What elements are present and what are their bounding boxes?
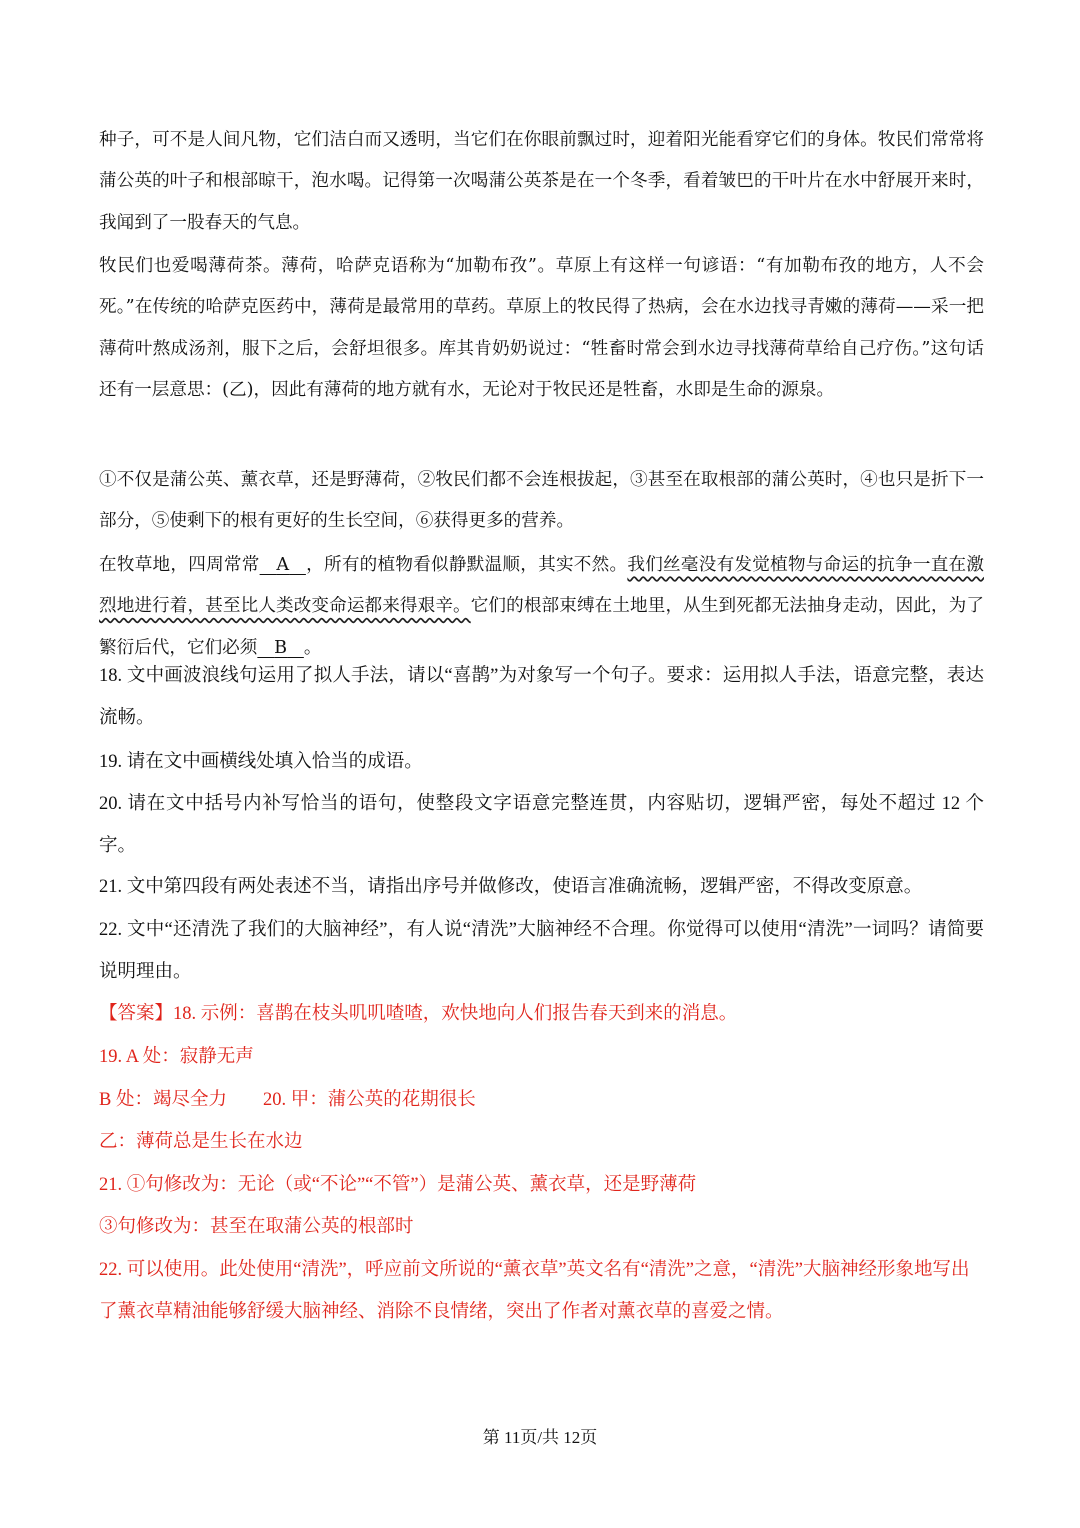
p4-text-c: 它们的根部束缚在土地里，从生到死都无法抽身走动，因此，为了繁衍后代，它们必须	[99, 596, 984, 658]
answer-18: 【答案】18. 示例：喜鹊在枝头叽叽喳喳，欢快地向人们报告春天到来的消息。	[99, 1004, 738, 1024]
question-20: 20. 请在文中括号内补写恰当的语句，使整段文字语意完整连贯，内容贴切，逻辑严密，每处不超过 12 个字。	[99, 794, 984, 856]
passage-paragraph-2: 牧民们也爱喝薄荷茶。薄荷，哈萨克语称为“加勒布孜”。草原上有这样一句谚语：“有加勒布孜的地方，人不会死。”在传统的哈萨克医药中，薄荷是最常用的草药。草原上的牧民得了热病，会在水边找寻青嫩的薄荷——采一把薄荷叶熬成汤剂，服下之后，会舒坦很多。库其肯奶奶说过：“牲畜时常会到水边寻找薄荷草给自己疗伤。”这句话还有一层意思：(乙)，因此有薄荷的地方就有水，无论对于牧民还是牲畜，水即是生命的源泉。	[99, 255, 984, 401]
answer-20b: 乙：薄荷总是生长在水边	[99, 1132, 303, 1152]
answer-21b: ③句修改为：甚至在取蒲公英的根部时	[99, 1217, 414, 1237]
page-footer: 第 11页/共 12页	[482, 1428, 598, 1447]
answer-22: 22. 可以使用。此处使用“清洗”，呼应前文所说的“薰衣草”英文名有“清洗”之意，“清洗”大脑神经形象地写出了薰衣草精油能够舒缓大脑神经、消除不良情绪，突出了作者对薰衣草的喜爱之情。	[99, 1260, 970, 1322]
passage-paragraph-3: ①不仅是蒲公英、薰衣草，还是野薄荷，②牧民们都不会连根拔起，③甚至在取根部的蒲公英时，④也只是折下一部分，⑤使剩下的根有更好的生长空间，⑥获得更多的营养。	[99, 469, 984, 532]
answer-19b: B 处：竭尽全力	[99, 1090, 227, 1110]
blank-a: A	[276, 554, 290, 575]
question-19: 19. 请在文中画横线处填入恰当的成语。	[99, 752, 423, 772]
question-22: 22. 文中“还清洗了我们的大脑神经”，有人说“清洗”大脑神经不合理。你觉得可以使用“清洗”一词吗？请简要说明理由。	[99, 920, 984, 982]
answer-21: 21. ①句修改为：无论（或“不论”“不管”）是蒲公英、薰衣草，还是野薄荷	[99, 1175, 697, 1195]
question-18: 18. 文中画波浪线句运用了拟人手法，请以“喜鹊”为对象写一个句子。要求：运用拟人手法，语意完整，表达流畅。	[99, 666, 984, 728]
blank-b: B	[274, 637, 288, 658]
passage-paragraph-4: 在牧草地，四周常常 A ，所有的植物看似静默温顺，其实不然。我们丝毫没有发觉植物与命运的抗争一直在激烈地进行着，甚至比人类改变命运都来得艰辛。它们的根部束缚在土地里，从生到死都无法抽身走动，因此，为了繁衍后代，它们必须 B 。	[99, 545, 984, 670]
question-21: 21. 文中第四段有两处表述不当，请指出序号并做修改，使语言准确流畅，逻辑严密，不得改变原意。	[99, 877, 923, 897]
wavy-underlined-sentence: 我们丝毫没有发觉植物与命运的抗争一直在激烈地进行着，甚至比人类改变命运都来得艰辛。	[99, 554, 984, 617]
passage-paragraph-1: 种子，可不是人间凡物，它们洁白而又透明，当它们在你眼前飘过时，迎着阳光能看穿它们的身体。牧民们常常将蒲公英的叶子和根部晾干，泡水喝。记得第一次喝蒲公英茶是在一个冬季，看着皱巴的干叶片在水中舒展开来时，我闻到了一股春天的气息。	[99, 129, 984, 233]
answer-20: 20. 甲：蒲公英的花期很长	[262, 1090, 476, 1110]
p4-text-a: 在牧草地，四周常常	[99, 554, 260, 575]
p4-text-b: ，所有的植物看似静默温顺，其实不然。	[305, 554, 628, 575]
answer-19a: 19. A 处：寂静无声	[99, 1047, 254, 1067]
answer-19b-20	[99, 1079, 984, 1121]
